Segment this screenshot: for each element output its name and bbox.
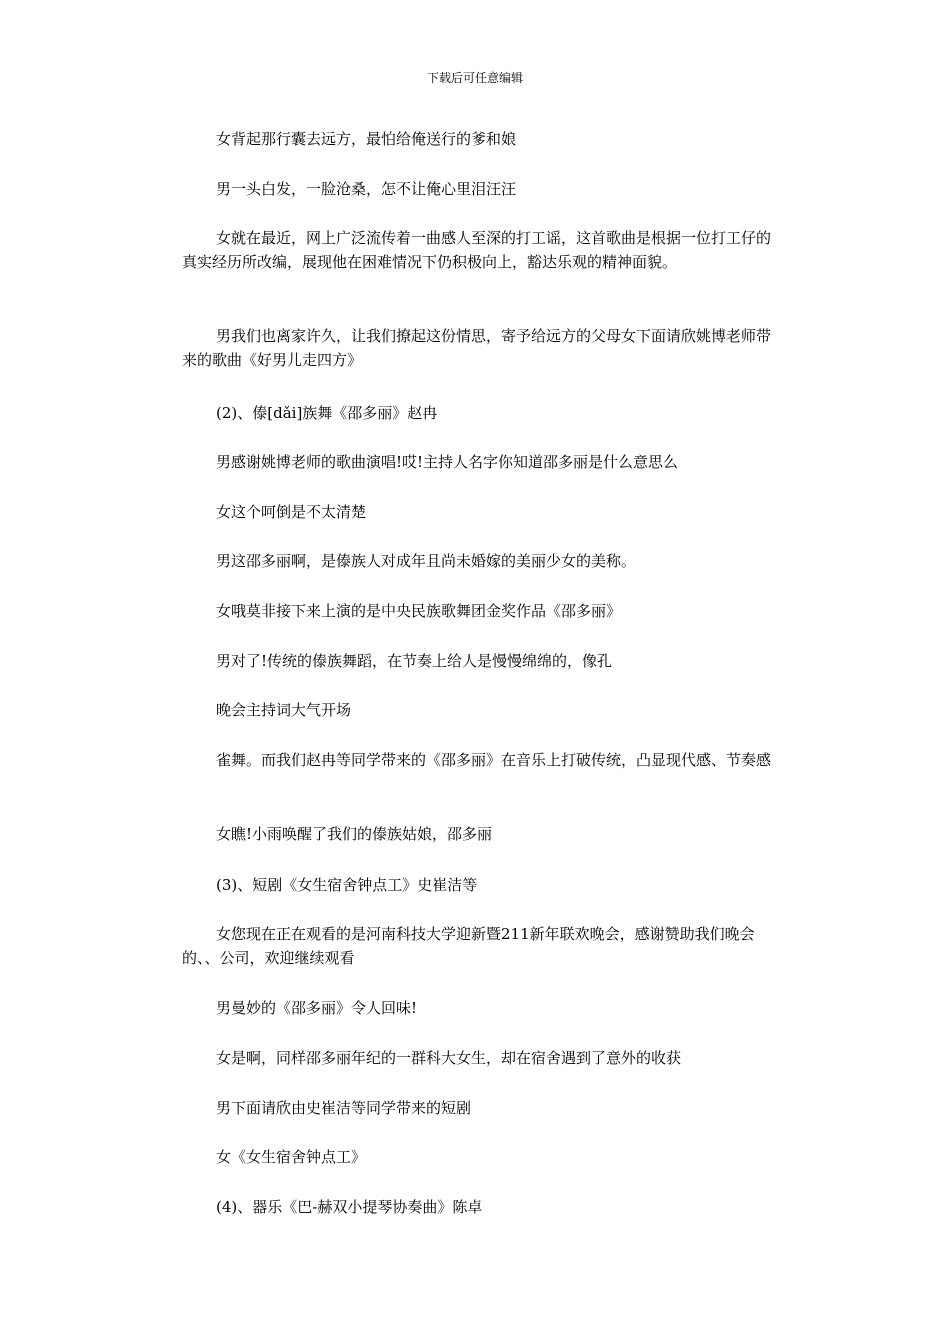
paragraph: 男我们也离家许久，让我们撩起这份情思，寄予给远方的父母女下面请欣姚博老师带来的歌曲《好男儿走四方》 (182, 327, 772, 369)
paragraph: (4)、器乐《巴-赫双小提琴协奏曲》陈卓 (216, 1198, 483, 1216)
paragraph: 女哦莫非接下来上演的是中央民族歌舞团金奖作品《邵多丽》 (216, 602, 622, 620)
paragraph: 女就在最近，网上广泛流传着一曲感人至深的打工谣，这首歌曲是根据一位打工仔的真实经历所改编，展现他在困难情况下仍积极向上，豁达乐观的精神面貌。 (182, 229, 772, 271)
paragraph: 女瞧!小雨唤醒了我们的傣族姑娘，邵多丽 (216, 825, 493, 843)
paragraph: 男下面请欣由史崔洁等同学带来的短剧 (216, 1099, 472, 1117)
paragraph: 女这个呵倒是不太清楚 (216, 503, 367, 521)
paragraph: 晚会主持词大气开场 (216, 701, 352, 719)
paragraph: 女《女生宿舍钟点工》 (216, 1148, 367, 1166)
paragraph: 男一头白发，一脸沧桑，怎不让俺心里泪汪汪 (216, 180, 517, 198)
paragraph: 男感谢姚博老师的歌曲演唱!哎!主持人名字你知道邵多丽是什么意思么 (216, 453, 679, 471)
paragraph: (2)、傣[dǎi]族舞《邵多丽》赵冉 (216, 404, 438, 422)
paragraph: 女您现在正在观看的是河南科技大学迎新暨211新年联欢晚会，感谢赞助我们晚会的、、公司，欢迎继续观看 (182, 925, 755, 967)
paragraph: 男这邵多丽啊，是傣族人对成年且尚未婚嫁的美丽少女的美称。 (216, 552, 637, 570)
page-header: 下载后可任意编辑 (426, 71, 523, 85)
paragraph: 女是啊，同样邵多丽年纪的一群科大女生，却在宿舍遇到了意外的收获 (216, 1049, 682, 1067)
paragraph: 男对了!传统的傣族舞蹈，在节奏上给人是慢慢绵绵的，像孔 (216, 652, 613, 670)
paragraph: 男曼妙的《邵多丽》令人回味! (216, 999, 418, 1017)
paragraph: 女背起那行囊去远方，最怕给俺送行的爹和娘 (216, 130, 517, 148)
paragraph: 雀舞。而我们赵冉等同学带来的《邵多丽》在音乐上打破传统，凸显现代感、节奏感 (216, 751, 772, 769)
paragraph: (3)、短剧《女生宿舍钟点工》史崔洁等 (216, 876, 478, 894)
